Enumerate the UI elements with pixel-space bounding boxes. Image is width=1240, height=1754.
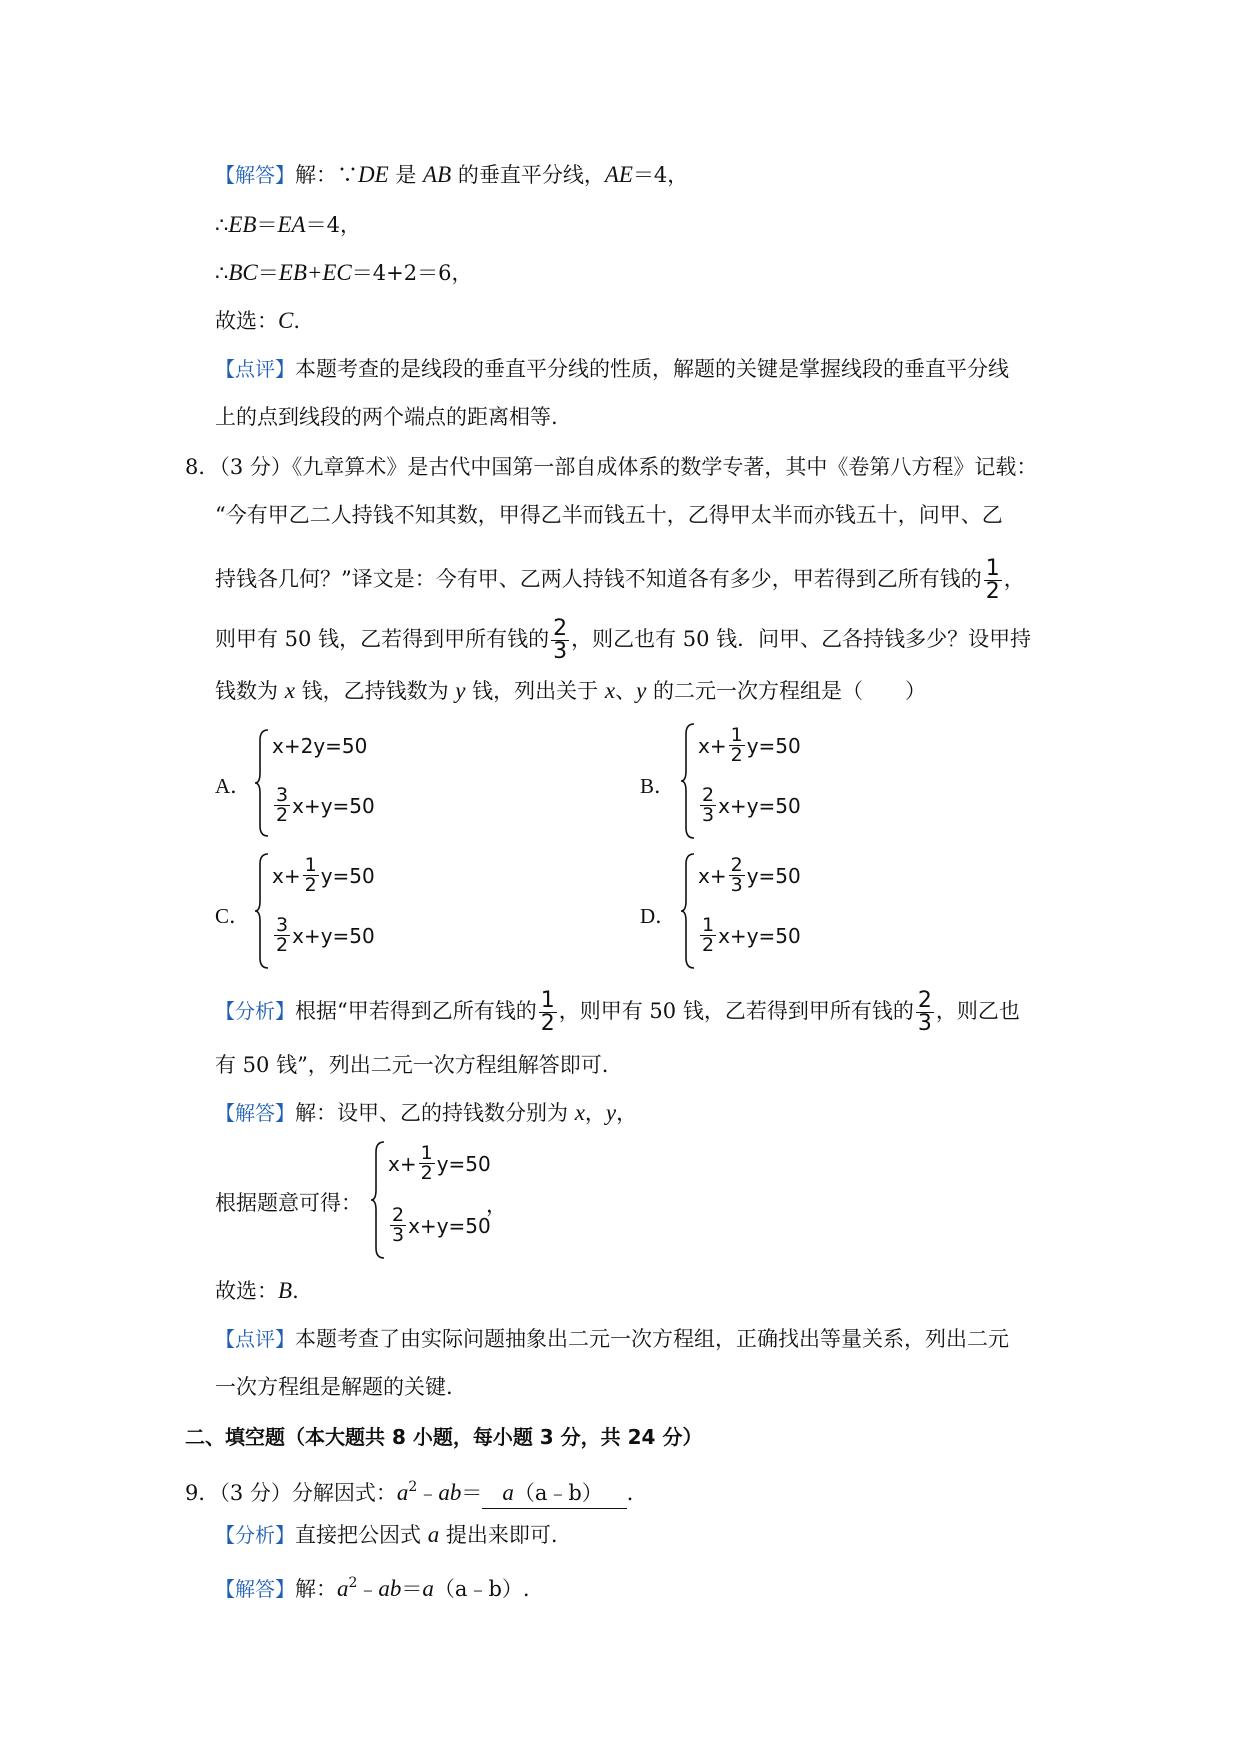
answer-tag: 【解答】 — [215, 1101, 295, 1125]
comment-tag: 【点评】 — [215, 1327, 295, 1351]
brace-icon — [680, 722, 696, 840]
analysis-tag: 【分析】 — [215, 999, 295, 1023]
option-c-equation-system[interactable] — [254, 852, 454, 970]
analysis-tag: 【分析】 — [215, 1523, 295, 1547]
comment-tag: 【点评】 — [215, 357, 295, 381]
answer-tag: 【解答】 — [215, 163, 295, 187]
option-c-label[interactable]: C． — [215, 904, 251, 928]
q7-comment-line-1: 【点评】本题考查的是线段的垂直平分线的性质，解题的关键是掌握线段的垂直平分线 — [215, 357, 1009, 381]
fraction: $\frac{1}{2}$ — [702, 914, 715, 956]
equation-2: $\frac{3}{2}$ x+y=50 — [276, 914, 375, 956]
fraction: $\frac{3}{2}$ — [276, 784, 289, 826]
section-heading: 二、填空题（本大题共 8 小题，每小题 3 分，共 24 分） — [185, 1425, 703, 1449]
fraction: $\frac{1}{2}$ — [304, 854, 317, 896]
q7-choice-line: 故选：C. — [215, 308, 301, 333]
fraction: $\frac{1}{2}$ — [420, 1142, 433, 1184]
equation-2: $\frac{3}{2}$ x+y=50 — [276, 784, 375, 826]
brace-icon — [254, 852, 270, 970]
brace-icon — [370, 1140, 386, 1260]
q9-analysis-line: 【分析】直接把公因式 a 提出来即可. — [215, 1522, 558, 1547]
brace-icon — [254, 728, 270, 838]
fraction: $\frac{2}{3}$ — [730, 854, 743, 896]
q8-stem-line-5: 钱数为 x 钱，乙持钱数为 y 钱，列出关于 x、y 的二元一次方程组是（ ） — [215, 678, 926, 703]
q8-analysis-line-2: 有 50 钱”，列出二元一次方程组解答即可. — [215, 1053, 609, 1077]
equation-1: x+ $\frac{2}{3}$ y=50 — [698, 854, 801, 896]
equation-1: x+ $\frac{1}{2}$ y=50 — [388, 1142, 491, 1184]
fraction: $\frac{2}{3}$ — [917, 988, 932, 1036]
q8-solution-basis: 根据题意可得： — [215, 1191, 362, 1215]
q7-solution-line-3: ∴BC＝EB+EC＝4+2＝6， — [215, 260, 473, 285]
option-a-label[interactable]: A． — [215, 774, 252, 798]
q7-comment-line-2: 上的点到线段的两个端点的距离相等. — [215, 405, 558, 429]
q8-solution-equation-system — [370, 1140, 570, 1260]
q9-stem: 9．（3 分）分解因式：$a^2﹣ab=$ a（a﹣b） ． — [185, 1472, 648, 1509]
answer-tag: 【解答】 — [215, 1577, 295, 1601]
answer-blank: a（a﹣b） — [482, 1478, 626, 1509]
equation-1: x+2y=50 — [272, 734, 368, 758]
q8-stem-line-3: 持钱各几何？”译文是：今有甲、乙两人持钱不知道各有多少，甲若得到乙所有钱的 $\frac{1}{2}$ ， — [215, 556, 1025, 604]
equation-1: x+ $\frac{1}{2}$ y=50 — [698, 724, 801, 766]
option-b-label[interactable]: B． — [640, 774, 676, 798]
q8-solution-line-1: 【解答】解：设甲、乙的持钱数分别为 x，y， — [215, 1100, 638, 1125]
brace-icon — [680, 852, 696, 970]
q8-stem-line-1: 8．（3 分）《九章算术》是古代中国第一部自成体系的数学专著，其中《卷第八方程》记载： — [185, 455, 1038, 479]
fraction: $\frac{2}{3}$ — [702, 784, 715, 826]
equation-2: $\frac{2}{3}$ x+y=50 — [392, 1204, 491, 1246]
fraction: $\frac{1}{2}$ — [985, 556, 1000, 604]
option-d-label[interactable]: D． — [640, 904, 677, 928]
fraction: $\frac{2}{3}$ — [392, 1204, 405, 1246]
q8-comment-line-1: 【点评】本题考查了由实际问题抽象出二元一次方程组，正确找出等量关系，列出二元 — [215, 1327, 1009, 1351]
option-a-equation-system[interactable] — [254, 728, 454, 838]
q7-solution-line-2: ∴EB＝EA＝4， — [215, 212, 361, 237]
equation-1: x+ $\frac{1}{2}$ y=50 — [272, 854, 375, 896]
fraction: $\frac{1}{2}$ — [540, 988, 555, 1036]
fraction: $\frac{3}{2}$ — [276, 914, 289, 956]
q8-stem-line-4: 则甲有 50 钱，乙若得到甲所有钱的 $\frac{2}{3}$ ，则乙也有 50 钱．问甲、乙各持钱多少？设甲持 — [215, 616, 1032, 664]
q8-comment-line-2: 一次方程组是解题的关键. — [215, 1375, 453, 1399]
q8-stem-line-2: “今有甲乙二人持钱不知其数，甲得乙半而钱五十，乙得甲太半而亦钱五十，问甲、乙 — [215, 503, 1003, 527]
q8-solution-comma: ， — [486, 1193, 507, 1217]
q8-choice-line: 故选：B. — [215, 1278, 299, 1303]
q9-solution-line: 【解答】解：$a^2﹣ab=a(a﹣b)$. — [215, 1575, 530, 1601]
equation-2: $\frac{1}{2}$ x+y=50 — [702, 914, 801, 956]
q8-analysis-line-1: 【分析】根据“甲若得到乙所有钱的 $\frac{1}{2}$ ，则甲有 50 钱，乙若得到甲所有钱的 $\frac{2}{3}$ ，则乙也 — [215, 988, 1020, 1036]
option-b-equation-system[interactable] — [680, 722, 880, 840]
option-d-equation-system[interactable] — [680, 852, 880, 970]
q7-solution-line-1: 【解答】解：∵DE 是 AB 的垂直平分线，AE＝4， — [215, 162, 689, 187]
fraction: $\frac{1}{2}$ — [730, 724, 743, 766]
equation-2: $\frac{2}{3}$ x+y=50 — [702, 784, 801, 826]
fraction: $\frac{2}{3}$ — [553, 616, 568, 664]
